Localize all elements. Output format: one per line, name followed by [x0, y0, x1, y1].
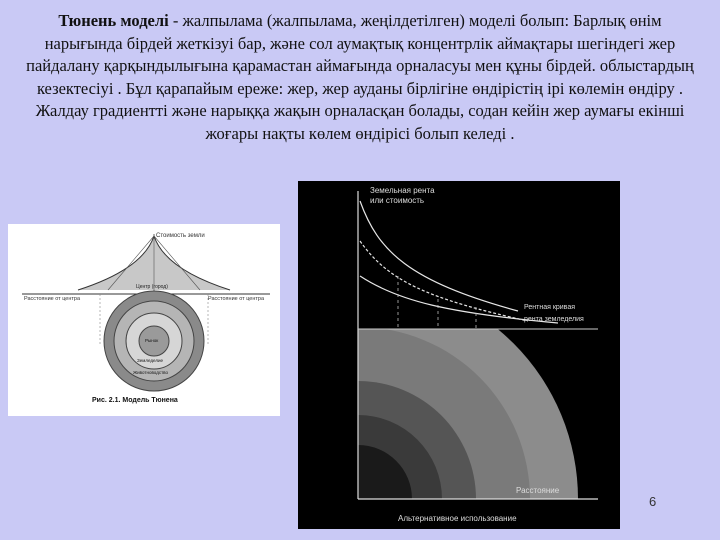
distance-right-label: Расстояние от центра — [208, 296, 265, 302]
alternative-use-caption: Альтернативное использование — [398, 514, 517, 523]
model-description: - жалпылама (жалпылама, жеңілдетілген) моделі болып: Барлық өнім нарығында бірдей жеткізуі бар, және сол аумақтық концентрлік аймақтары шегіндегі жер пайдалану қарқындылығына қарамастан аймағында орналасуы мен құны бірдей. облыстардың кезектесіуі . Бұл қарапайым ереже: жер, жер ауданы бірлігіне өндірістің ірі көлемін өндіру . Жалдау градиентті және нарыққа жақын орналасқан болады, содан кейін жер аумағы екінші жоғары нақты көлем өндірісі болып келеді . — [26, 11, 694, 143]
slide-text — [22, 10, 698, 145]
ring-label-market: Рынок — [145, 338, 159, 343]
page-number: 6 — [649, 494, 657, 509]
distance-axis-label: Расстояние — [516, 486, 560, 495]
ring-label-farming: Земледелие — [137, 358, 163, 363]
rent-curve-figure — [298, 181, 620, 529]
ring-label-livestock: Животноводство — [133, 370, 168, 375]
model-title: Тюнень моделі — [58, 11, 169, 30]
rent-curve-label: Рентная кривая — [524, 304, 576, 311]
rent-legend-title: Земельная рента — [370, 186, 435, 195]
center-label: Центр (город) — [136, 284, 168, 290]
land-value-label: Стоимость земли — [156, 233, 205, 239]
rent-legend-sub: или стоимость — [370, 196, 425, 205]
farming-rent-label: рента земледелия — [524, 316, 584, 323]
figure-caption: Рис. 2.1. Модель Тюнена — [92, 397, 178, 404]
distance-left-label: Расстояние от центра — [24, 296, 81, 302]
thunen-model-figure — [8, 224, 280, 416]
